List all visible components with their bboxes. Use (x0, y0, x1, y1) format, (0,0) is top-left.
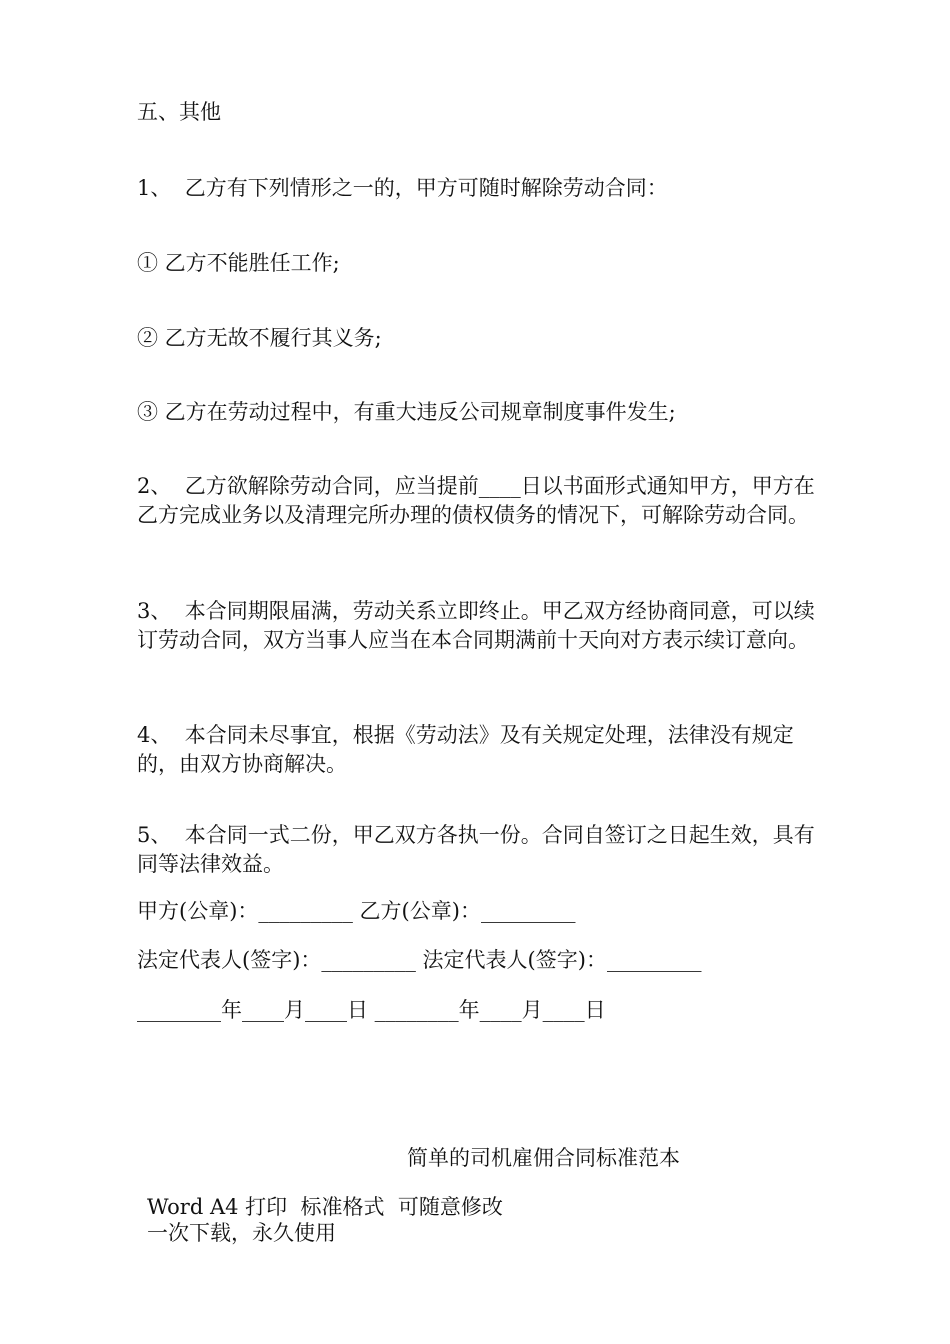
clause-1: 1、 乙方有下列情形之一的，甲方可随时解除劳动合同： (137, 176, 668, 200)
clause-3: 3、 本合同期限届满，劳动关系立即终止。甲乙双方经协商同意，可以续订劳动合同，双方当事人应当在本合同期满前十天向对方表示续订意向。 (137, 599, 815, 652)
footer-line-1: Word A4 打印 标准格式 可随意修改 (147, 1195, 503, 1219)
clause-1-item-2: ② 乙方无故不履行其义务; (137, 326, 382, 350)
clause-1-item-3: ③ 乙方在劳动过程中，有重大违反公司规章制度事件发生; (137, 400, 676, 424)
clause-4: 4、 本合同未尽事宜，根据《劳动法》及有关规定处理，法律没有规定的，由双方协商解决。 (137, 723, 794, 776)
signature-seals: 甲方(公章)：_________ 乙方(公章)：_________ (137, 899, 576, 923)
clause-5: 5、 本合同一式二份，甲乙双方各执一份。合同自签订之日起生效，具有同等法律效益。 (137, 823, 815, 876)
clause-1-item-1: ① 乙方不能胜任工作; (137, 251, 340, 275)
signature-representatives: 法定代表人(签字)：_________ 法定代表人(签字)：_________ (137, 948, 702, 972)
section-heading: 五、其他 (137, 100, 221, 124)
footer-line-2: 一次下载，永久使用 (147, 1221, 336, 1245)
footer-title: 简单的司机雇佣合同标准范本 (407, 1146, 680, 1170)
clause-2: 2、 乙方欲解除劳动合同，应当提前____日以书面形式通知甲方，甲方在乙方完成业务以及清理完所办理的债权债务的情况下，可解除劳动合同。 (137, 474, 815, 527)
signature-dates: ________年____月____日 ________年____月____日 (137, 998, 606, 1022)
